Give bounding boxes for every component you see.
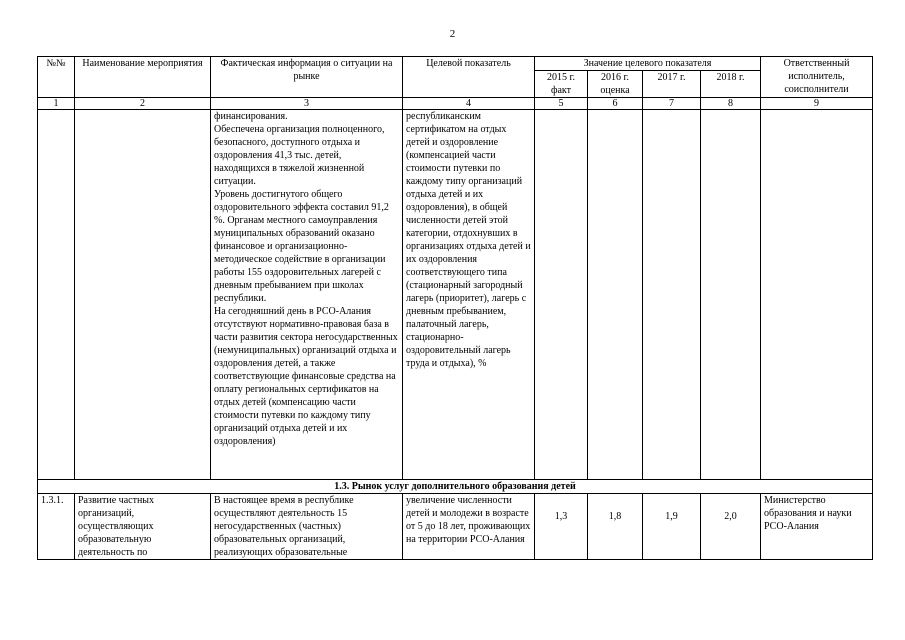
colnum-7: 7 bbox=[643, 98, 701, 110]
colnum-3: 3 bbox=[211, 98, 403, 110]
cell-num-empty bbox=[38, 110, 75, 480]
table-row-continued bbox=[38, 110, 873, 480]
cell-value-2017: 1,9 bbox=[643, 494, 701, 560]
header-name: Наименование мероприятия bbox=[75, 57, 211, 98]
header-fact: Фактическая информация о ситуации на рынке bbox=[211, 57, 403, 98]
cell-value-2015: 1,3 bbox=[535, 494, 588, 560]
header-2016: 2016 г. оценка bbox=[588, 71, 643, 98]
colnum-4: 4 bbox=[403, 98, 535, 110]
cell-value-2016: 1,8 bbox=[588, 494, 643, 560]
cell-row-num: 1.3.1. bbox=[38, 494, 75, 560]
header-2018: 2018 г. bbox=[701, 71, 761, 98]
cell-2016-empty bbox=[588, 110, 643, 480]
cell-2015-empty bbox=[535, 110, 588, 480]
colnum-9: 9 bbox=[761, 98, 873, 110]
measures-table bbox=[37, 56, 873, 560]
colnum-2: 2 bbox=[75, 98, 211, 110]
cell-row-target: увеличение численности детей и молодежи в возрасте от 5 до 18 лет, проживающих на территории РСО-Алания bbox=[403, 494, 535, 560]
header-target: Целевой показатель bbox=[403, 57, 535, 98]
cell-name-empty bbox=[75, 110, 211, 480]
table-row-1-3-1 bbox=[38, 494, 873, 560]
header-values-group: Значение целевого показателя bbox=[535, 57, 761, 71]
colnum-6: 6 bbox=[588, 98, 643, 110]
colnum-1: 1 bbox=[38, 98, 75, 110]
header-responsible: Ответственный исполнитель, соисполнители bbox=[761, 57, 873, 98]
column-number-row bbox=[38, 98, 873, 110]
header-num: №№ bbox=[38, 57, 75, 98]
cell-row-responsible: Министерство образования и науки РСО-Алания bbox=[761, 494, 873, 560]
page-number: 2 bbox=[449, 28, 456, 40]
cell-resp-empty bbox=[761, 110, 873, 480]
header-2017: 2017 г. bbox=[643, 71, 701, 98]
cell-row-name: Развитие частных организаций, осуществляющих образовательную деятельность по bbox=[75, 494, 211, 560]
cell-row-fact: В настоящее время в республике осуществляют деятельность 15 негосударственных (частных) образовательных организаций, реализующих образовательные bbox=[211, 494, 403, 560]
section-title: 1.3. Рынок услуг дополнительного образования детей bbox=[38, 480, 873, 494]
cell-fact: финансирования. Обеспечена организация полноценного, безопасного, доступного отдыха и оздоровления 41,3 тыс. детей, находящихся в тяжелой жизненной ситуации. Уровень достигнутого общего оздоровительного эффекта составил 91,2 %. Органам местного самоуправления муниципальных образований оказано финансовое и организационно-методическое содействие в организации работы 155 оздоровительных лагерей с дневным пребыванием при школах республики. На сегодняшний день в РСО-Алания отсутствуют нормативно-правовая база в части развития сектора негосударственных (немуниципальных) организаций отдыха и оздоровления детей, а также соответствующие финансовые средства на оплату региональных сертификатов на отдых детей (компенсацию части стоимости путевки по каждому типу организаций отдыха детей и их оздоровления) bbox=[211, 110, 403, 480]
cell-target: республиканским сертификатом на отдых детей и оздоровление (компенсацией части стоимости путевки по каждому типу организаций отдыха детей и их оздоровления), в общей численности детей этой категории, отдохнувших в организациях отдыха детей и их оздоровления соответствующего типа (стационарный загородный лагерь (приоритет), лагерь с дневным пребыванием, палаточный лагерь, стационарно-оздоровительный лагерь труда и отдыха), % bbox=[403, 110, 535, 480]
header-row-1 bbox=[38, 57, 873, 71]
cell-2017-empty bbox=[643, 110, 701, 480]
cell-2018-empty bbox=[701, 110, 761, 480]
colnum-5: 5 bbox=[535, 98, 588, 110]
section-row bbox=[38, 480, 873, 494]
cell-value-2018: 2,0 bbox=[701, 494, 761, 560]
colnum-8: 8 bbox=[701, 98, 761, 110]
header-2015: 2015 г. факт bbox=[535, 71, 588, 98]
